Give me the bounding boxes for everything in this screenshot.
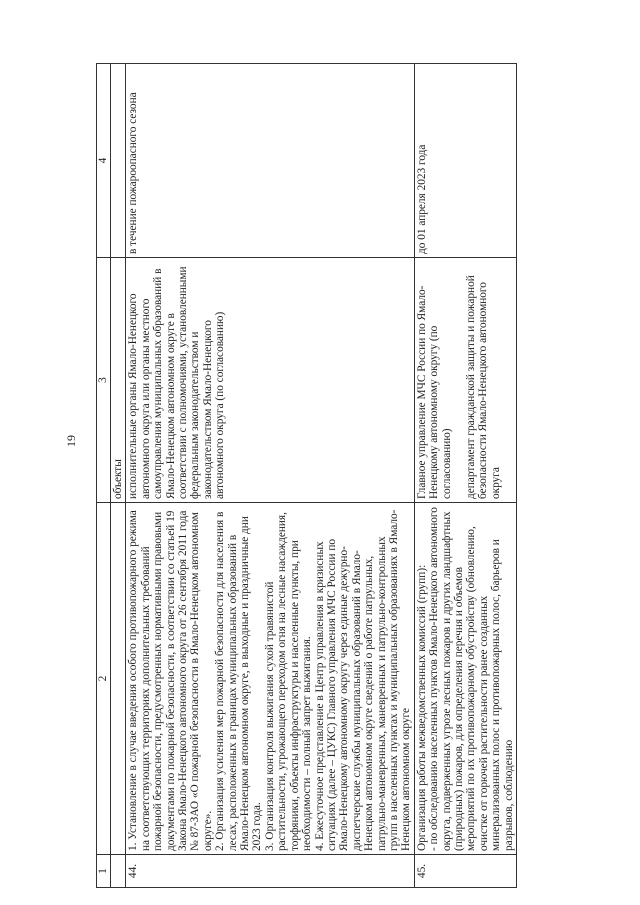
rotated-document-page: [96, 63, 571, 888]
table-row: [414, 64, 516, 888]
deadline: в течение пожароопасного сезона: [126, 64, 414, 258]
continuation-cell-3: объекты: [111, 258, 126, 503]
page-number: 19: [64, 435, 78, 447]
measure-item: 3. Организация контроля выжигания сухой травянистой растительности, угрожающего переходом огня на лесные насаждения, торфяники, объекты инфраструктуры и населенные пункты, при необходимости – полный запрет выжигания.: [263, 512, 314, 851]
measure-item: Организация работы межведомственных комиссий (групп):: [415, 564, 428, 851]
measure-item: 1. Установление в случае введения особого противопожарного режима на соответствующих территориях дополнительных требований пожарной безопасности, предусмотренных нормативными правовыми документами по пожарной безопасности, в соответствии со статьей 19 Закона Ямало-Ненецкого автономного округа от 26 сентября 2011 года № 87-ЗАО «О пожарной безопасности в Ямало-Ненецком автономном округе».: [127, 510, 214, 851]
continuation-row: [111, 64, 126, 888]
table-header-row: [97, 64, 111, 888]
responsible-party-b: департамент гражданской защиты и пожарной безопасности Ямало-Ненецкого автономного округа: [464, 275, 502, 499]
responsible-party: [414, 258, 516, 503]
row-number: 44.: [126, 855, 414, 888]
header-col-3: 3: [97, 258, 111, 503]
deadline: до 01 апреля 2023 года: [414, 64, 516, 258]
responsible-party: исполнительные органы Ямало-Ненецкого автономного округа или органы местного самоуправления муниципальных образований в Ямало-Ненецком автономном округе в соответствии с полномочиями, установленными федеральным законодательством и законодательством Ямало-Ненецкого автономного округа (по согласованию): [126, 258, 414, 503]
measure-description: [414, 503, 516, 855]
row-number: 45.: [414, 855, 516, 888]
measure-item: 2. Организация усиления мер пожарной безопасности для населения в лесах, расположенных в границах муниципальных образований в Ямало-Ненецком автономном округе, в выходные и праздничные дни 2023 года.: [214, 511, 264, 851]
header-col-4: 4: [97, 64, 111, 258]
header-col-2: 2: [97, 503, 111, 855]
measure-description: [126, 503, 414, 855]
table-row: [126, 64, 414, 888]
measure-item: 4. Ежесуточное представление в Центр управления в кризисных ситуациях (далее – ЦУКС) Главного управления МЧС России по Ямало-Ненецкому автономному округу через единые дежурно-диспетчерские службы муниципальных образований в Ямало-Ненецком автономном округе сведений о работе патрульных, патрульно-маневренных, маневренных и патрульно-контрольных групп в населенных пунктах и муниципальных образованиях в Ямало-Ненецком автономном округе: [313, 509, 413, 851]
measure-item: - по обследованию населенных пунктов Ямало-Ненецкого автономного округа, подверженных угрозе лесных пожаров и других ландшафтных (природных) пожаров, для определения перечня и объемов мероприятий по их противопожарному обустройству (обновлению, очистке от горючей растительности ранее созданных минерализованных полос и противопожарных полос, барьеров и разрывов, соблюдению: [428, 507, 515, 851]
continuation-cell-1: [111, 855, 126, 888]
header-col-1: 1: [97, 855, 111, 888]
measures-table: [96, 63, 517, 888]
responsible-party-a: Главное управление МЧС России по Ямало-Ненецкому автономному округу (по согласованию): [415, 285, 453, 499]
continuation-cell-2: [111, 503, 126, 855]
continuation-cell-4: [111, 64, 126, 258]
spacer: [453, 261, 465, 499]
